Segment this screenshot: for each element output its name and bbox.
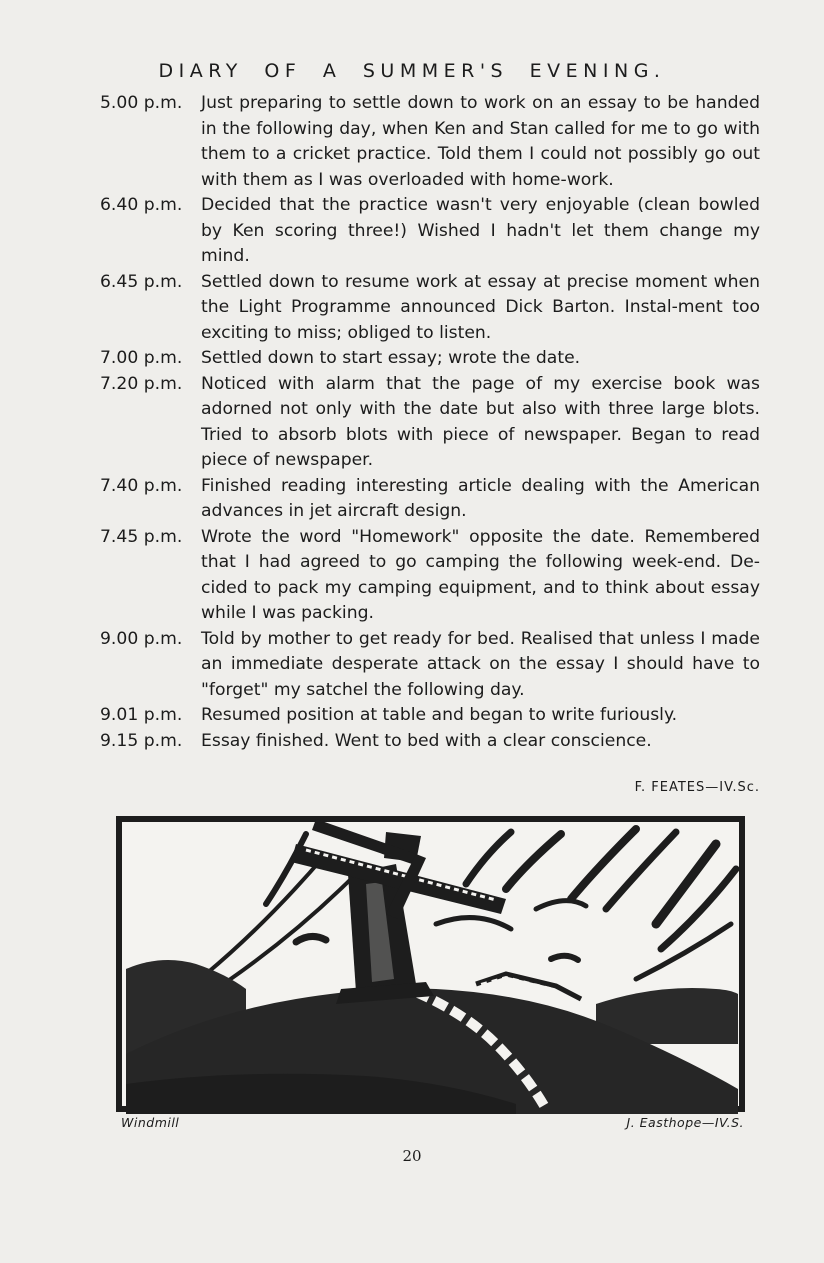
illustration-caption: Windmill (121, 1115, 180, 1130)
entry-text: Finished reading interesting article dealing with the American advances in jet aircraft design. (201, 475, 760, 521)
diary-entry (100, 270, 760, 347)
entry-text: Settled down to resume work at essay at precise moment when the Light Programme announced Dick Barton. Instal-ment too exciting to miss; obliged to listen. (201, 271, 760, 343)
page-title: DIARY OF A SUMMER'S EVENING. (158, 60, 666, 82)
entry-time: 9.01 p.m. (100, 705, 183, 725)
entry-text: Essay finished. Went to bed with a clear conscience. (201, 730, 652, 751)
entry-time: 6.40 p.m. (100, 195, 183, 215)
windmill-linocut-illustration (116, 814, 746, 1114)
entry-text: Decided that the practice wasn't very enjoyable (clean bowled by Ken scoring three!) Wished I hadn't let them change my mind. (201, 195, 760, 266)
entry-time: 7.20 p.m. (100, 373, 183, 394)
entry-text: Told by mother to get ready for bed. Realised that unless I made an immediate desperate attack on the essay I should have to "forget" my satchel the following day. (201, 628, 760, 700)
entry-time: 5.00 p.m. (100, 93, 183, 113)
entry-text: Just preparing to settle down to work on an essay to be handed in the following day, when Ken and Stan called for me to go with them to a cricket practice. Told them I could not possibly go out with them as I was overloaded with home-work. (201, 93, 760, 190)
diary-entry (100, 474, 760, 525)
diary-entry (100, 525, 760, 627)
illustration-artist: J. Easthope—IV.S. (626, 1115, 744, 1130)
diary-entry (100, 372, 760, 474)
diary-entry (100, 193, 760, 270)
entry-text: Noticed with alarm that the page of my exercise book was adorned not only with the date but also with three large blots. Tried to absorb blots with piece of newspaper. Began to read piece of newspaper. (201, 373, 760, 470)
diary-entry (100, 346, 760, 372)
entry-time: 6.45 p.m. (100, 271, 183, 292)
diary-entry (100, 627, 760, 704)
diary-entry (100, 703, 760, 729)
windmill-icon (116, 814, 746, 1114)
author-byline: F. FEATES—IV.Sc. (634, 780, 760, 795)
diary-entries (100, 91, 760, 754)
entry-time: 9.15 p.m. (100, 730, 183, 751)
diary-entry (100, 91, 760, 193)
entry-time: 7.40 p.m. (100, 475, 183, 496)
entry-time: 9.00 p.m. (100, 628, 183, 649)
entry-time: 7.00 p.m. (100, 348, 183, 368)
page-number: 20 (402, 1147, 422, 1165)
entry-text: Resumed position at table and began to write furiously. (201, 705, 678, 725)
entry-time: 7.45 p.m. (100, 526, 183, 547)
diary-entry (100, 729, 760, 755)
entry-text: Wrote the word "Homework" opposite the date. Remembered that I had agreed to go camping the following week-end. De-cided to pack my camping equipment, and to think about essay while I was packing. (201, 526, 760, 623)
entry-text: Settled down to start essay; wrote the date. (201, 348, 581, 368)
